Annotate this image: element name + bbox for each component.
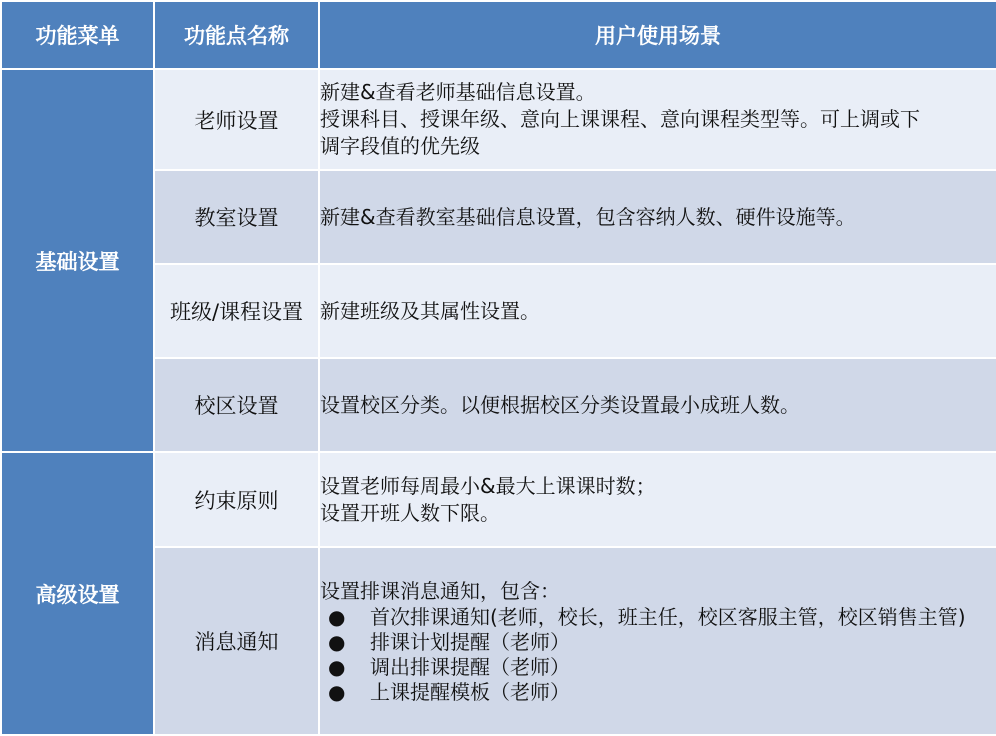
scene-line: 新建班级及其属性设置。 [320, 298, 540, 323]
list-item-text: 上课提醒模板（老师） [370, 679, 570, 704]
scene-line: 新建&查看老师基础信息设置。 [320, 80, 596, 104]
header-row [1, 1, 996, 69]
scene-campus-settings [319, 358, 996, 452]
feature-message-notification: 消息通知 [154, 547, 319, 735]
scene-constraint-rules [319, 452, 996, 547]
bullet-icon: ● [328, 604, 346, 629]
scene-teacher-settings [319, 69, 996, 170]
list-item [320, 630, 996, 655]
notification-list [320, 605, 996, 705]
table-row [1, 452, 996, 547]
feature-class-course-settings: 班级/课程设置 [154, 264, 319, 358]
feature-constraint-rules: 约束原则 [154, 452, 319, 547]
bullet-icon: ● [328, 679, 346, 704]
scene-line: 新建&查看教室基础信息设置，包含容纳人数、硬件设施等。 [320, 204, 856, 229]
list-item-text: 首次排课通知(老师，校长，班主任，校区客服主管，校区销售主管) [370, 604, 966, 629]
list-item [320, 680, 996, 705]
list-item-text: 调出排课提醒（老师） [370, 654, 570, 679]
menu-basic-settings: 基础设置 [1, 69, 154, 452]
scene-line: 设置校区分类。以便根据校区分类设置最小成班人数。 [320, 392, 800, 417]
bullet-icon: ● [328, 654, 346, 679]
scene-line: 授课科目、授课年级、意向上课课程、意向课程类型等。可上调或下 [320, 107, 920, 131]
header-menu: 功能菜单 [1, 1, 154, 69]
scene-line: 设置老师每周最小&最大上课课时数； [320, 473, 656, 498]
header-scene: 用户使用场景 [319, 1, 996, 69]
list-item [320, 655, 996, 680]
scene-line: 设置开班人数下限。 [320, 500, 500, 525]
feature-campus-settings: 校区设置 [154, 358, 319, 452]
table-row [1, 69, 996, 170]
list-item-text: 排课计划提醒（老师） [370, 629, 570, 654]
bullet-icon: ● [328, 629, 346, 654]
header-feature: 功能点名称 [154, 1, 319, 69]
scene-line: 调字段值的优先级 [320, 134, 480, 158]
scene-classroom-settings [319, 170, 996, 264]
scene-message-notification [319, 547, 996, 735]
feature-teacher-settings: 老师设置 [154, 69, 319, 170]
list-item [320, 605, 996, 630]
scene-intro: 设置排课消息通知，包含： [320, 578, 560, 603]
scene-class-course-settings [319, 264, 996, 358]
feature-classroom-settings: 教室设置 [154, 170, 319, 264]
menu-advanced-settings: 高级设置 [1, 452, 154, 735]
